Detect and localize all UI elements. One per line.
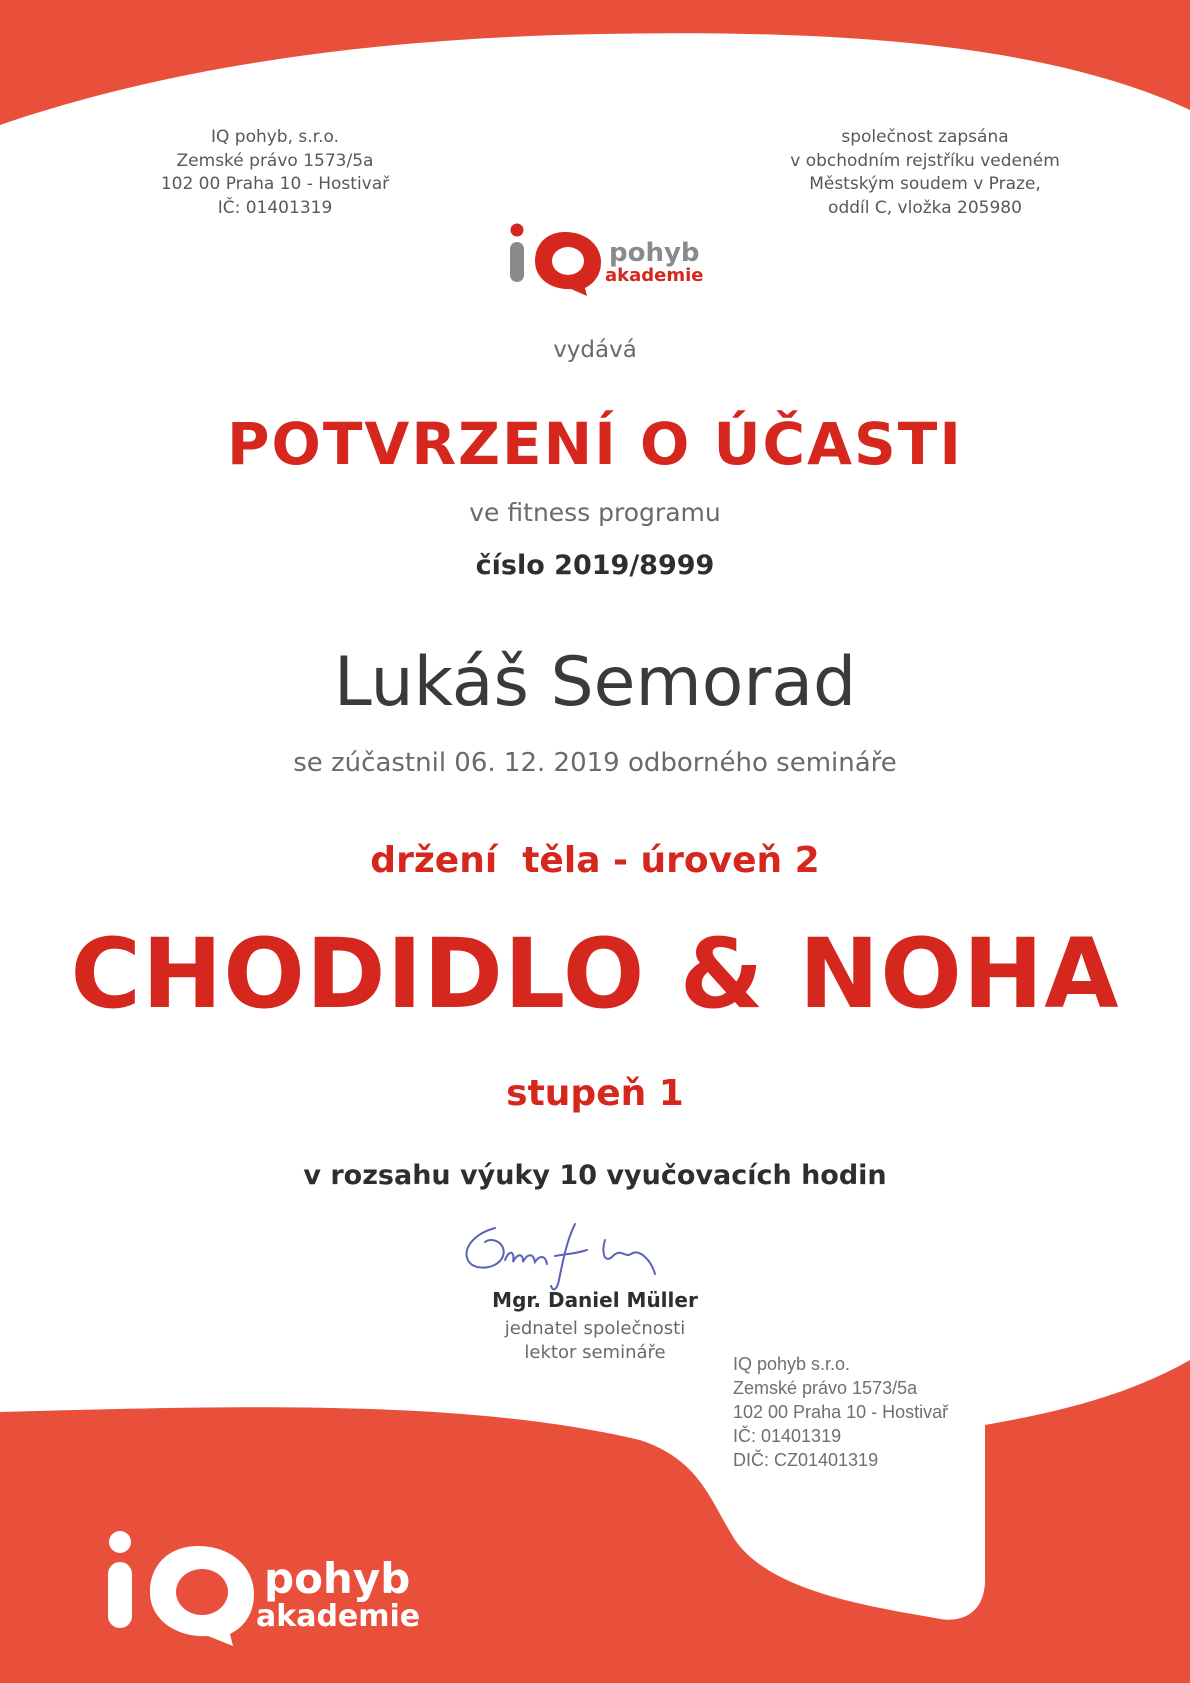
logo-word-pohyb-top: pohyb — [609, 238, 700, 268]
signatory-role-2: lektor semináře — [524, 1342, 666, 1363]
company-id-left: IČ: 01401319 — [217, 197, 333, 218]
course-title: CHODIDLO & NOHA — [70, 918, 1120, 1030]
company-name-left: IQ pohyb, s.r.o. — [210, 127, 340, 147]
company-street-left: Zemské právo 1573/5a — [176, 150, 374, 171]
signatory-role-1: jednatel společnosti — [504, 1318, 686, 1339]
course-scope: v rozsahu výuky 10 vyučovacích hodin — [303, 1160, 887, 1191]
program-text: ve fitness programu — [469, 498, 721, 527]
stamp-line-company: IQ pohyb s.r.o. — [733, 1354, 851, 1374]
stamp-line-dic: DIČ: CZ01401319 — [733, 1450, 879, 1470]
iq-logo-mark-icon — [505, 222, 615, 297]
stamp-line-ic: IČ: 01401319 — [733, 1426, 842, 1446]
registration-line-4: oddíl C, vložka 205980 — [828, 197, 1022, 218]
participant-name: Lukáš Semorad — [333, 643, 857, 722]
registration-line-2: v obchodním rejstříku vedeném — [790, 150, 1060, 171]
issues-text: vydává — [553, 337, 637, 363]
signatory-name: Mgr. Daniel Müller — [492, 1288, 698, 1312]
stamp-line-street: Zemské právo 1573/5a — [733, 1378, 918, 1398]
seminar-topic: držení těla - úroveň 2 — [370, 840, 820, 881]
logo-word-pohyb-bottom: pohyb — [264, 1554, 411, 1603]
certificate-number: číslo 2019/8999 — [475, 550, 715, 581]
stamp-line-city: 102 00 Praha 10 - Hostivař — [733, 1402, 949, 1422]
registration-line-1: společnost zapsána — [841, 127, 1009, 147]
logo-word-akademie-bottom: akademie — [256, 1599, 421, 1634]
logo-word-akademie-top: akademie — [605, 265, 704, 286]
course-level: stupeň 1 — [506, 1073, 684, 1114]
company-address-left — [120, 126, 430, 220]
attendance-text: se zúčastnil 06. 12. 2019 odborného semináře — [293, 748, 897, 778]
document-title: POTVRZENÍ O ÚČASTI — [227, 410, 963, 478]
iq-logo-mark-white-icon — [100, 1528, 275, 1648]
iq-pohyb-logo-top — [505, 222, 720, 297]
company-city-left: 102 00 Praha 10 - Hostivař — [160, 174, 390, 194]
company-registration-right — [760, 126, 1090, 220]
company-stamp — [733, 1352, 948, 1472]
top-red-band — [0, 0, 1190, 125]
iq-pohyb-logo-bottom — [100, 1528, 430, 1648]
registration-line-3: Městským soudem v Praze, — [809, 174, 1041, 194]
